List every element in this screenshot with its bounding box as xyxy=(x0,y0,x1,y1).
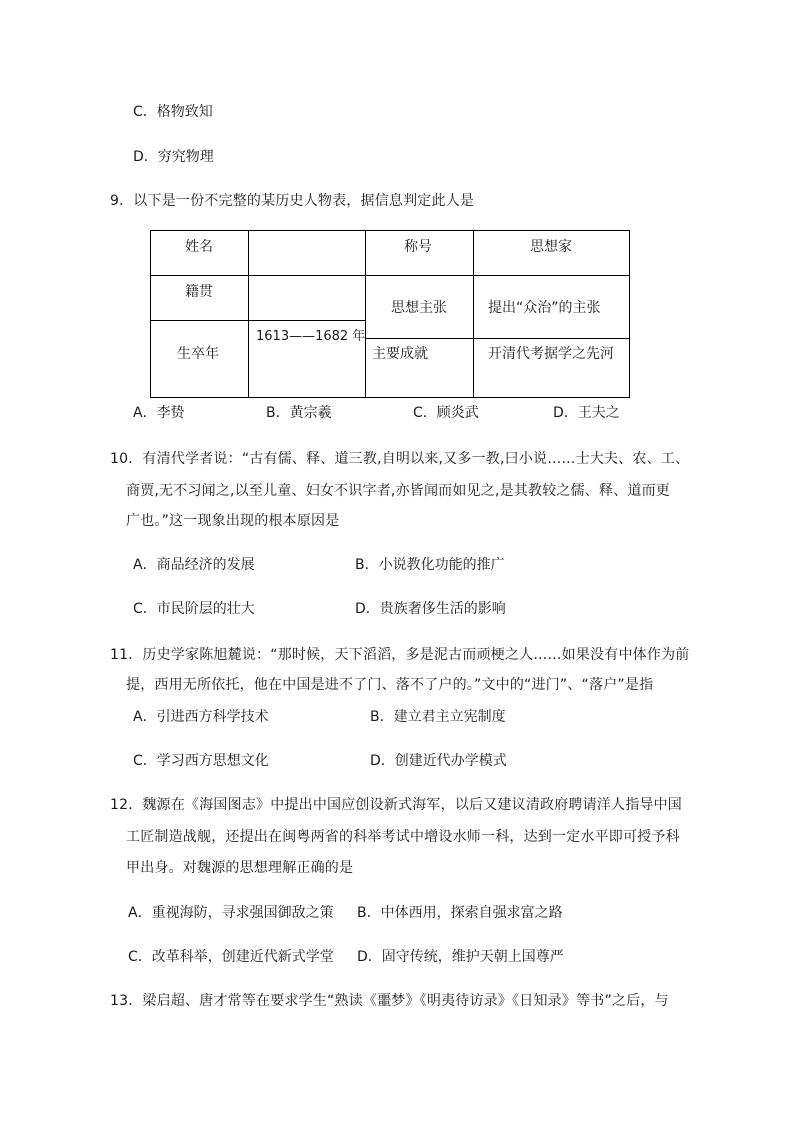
table-title-label: 称号 xyxy=(404,239,432,255)
q11-option-b: B．建立君主立宪制度 xyxy=(370,709,506,725)
table-name-label: 姓名 xyxy=(185,239,213,255)
q12-option-c: C．改革科举，创建近代新式学堂 xyxy=(128,949,334,965)
q11-option-c: C．学习西方思想文化 xyxy=(133,753,269,769)
q13-stem-line-1: 13．梁启超、唐才常等在要求学生“熟读《噩梦》《明夷待访录》《日知录》等书”之后，与 xyxy=(110,993,669,1009)
q9-option-d: D．王夫之 xyxy=(553,405,620,421)
q10-stem-line-1: 10．有清代学者说：“古有儒、释、道三教,自明以来,又多一教,曰小说……士大夫、农、工、 xyxy=(110,451,690,467)
q9-person-table xyxy=(150,230,630,398)
q11-option-a: A．引进西方科学技术 xyxy=(133,709,269,725)
q9-stem: 9．以下是一份不完整的某历史人物表，据信息判定此人是 xyxy=(110,193,475,209)
q10-stem-line-3: 广也。”这一现象出现的根本原因是 xyxy=(126,513,340,529)
q10-option-c: C．市民阶层的壮大 xyxy=(133,601,255,617)
q12-stem-line-3: 甲出身。对魏源的思想理解正确的是 xyxy=(126,860,354,876)
q12-stem-line-2: 工匠制造战舰，还提出在闽粤两省的科举考试中增设水师一科，达到一定水平即可授予科 xyxy=(126,829,680,845)
table-thought-label: 思想主张 xyxy=(391,300,447,316)
q10-option-b: B．小说教化功能的推广 xyxy=(355,557,505,573)
q12-option-b: B．中体西用，探索自强求富之路 xyxy=(357,905,563,921)
table-achievement-label: 主要成就 xyxy=(372,346,428,362)
q12-option-d: D．固守传统，维护天朝上国尊严 xyxy=(357,949,564,965)
table-achievement-value: 开清代考据学之先河 xyxy=(488,346,614,362)
table-thought-value: 提出“众治”的主张 xyxy=(488,300,601,316)
q9-option-c: C．顾炎武 xyxy=(413,405,479,421)
table-life-value: 1613——1682 年 xyxy=(256,329,366,344)
q12-stem-line-1: 12．魏源在《海国图志》中提出中国应创设新式海军，以后又建议清政府聘请洋人指导中国 xyxy=(110,797,683,813)
table-life-label: 生卒年 xyxy=(177,346,219,362)
table-title-value: 思想家 xyxy=(530,239,572,255)
q9-option-a: A．李贽 xyxy=(133,405,185,421)
q10-option-a: A．商品经济的发展 xyxy=(133,557,255,573)
table-origin-label: 籍贯 xyxy=(185,284,213,300)
q8-option-d: D．穷究物理 xyxy=(133,149,214,165)
q11-stem-line-1: 11．历史学家陈旭麓说：“那时候，天下滔滔，多是泥古而顽梗之人……如果没有中体作为前 xyxy=(110,647,690,663)
q11-option-d: D．创建近代办学模式 xyxy=(370,753,507,769)
q8-option-c: C．格物致知 xyxy=(133,104,213,120)
q10-option-d: D．贵族奢侈生活的影响 xyxy=(355,601,506,617)
q11-stem-line-2: 提，西用无所依托，他在中国是进不了门、落不了户的。”文中的“进门”、“落户”是指 xyxy=(126,677,654,693)
q9-option-b: B．黄宗羲 xyxy=(266,405,332,421)
q10-stem-line-2: 商贾,无不习闻之,以至儿童、妇女不识字者,亦皆闻而如见之,是其教较之儒、释、道而更 xyxy=(126,483,670,499)
q12-option-a: A．重视海防，寻求强国御敌之策 xyxy=(128,905,334,921)
